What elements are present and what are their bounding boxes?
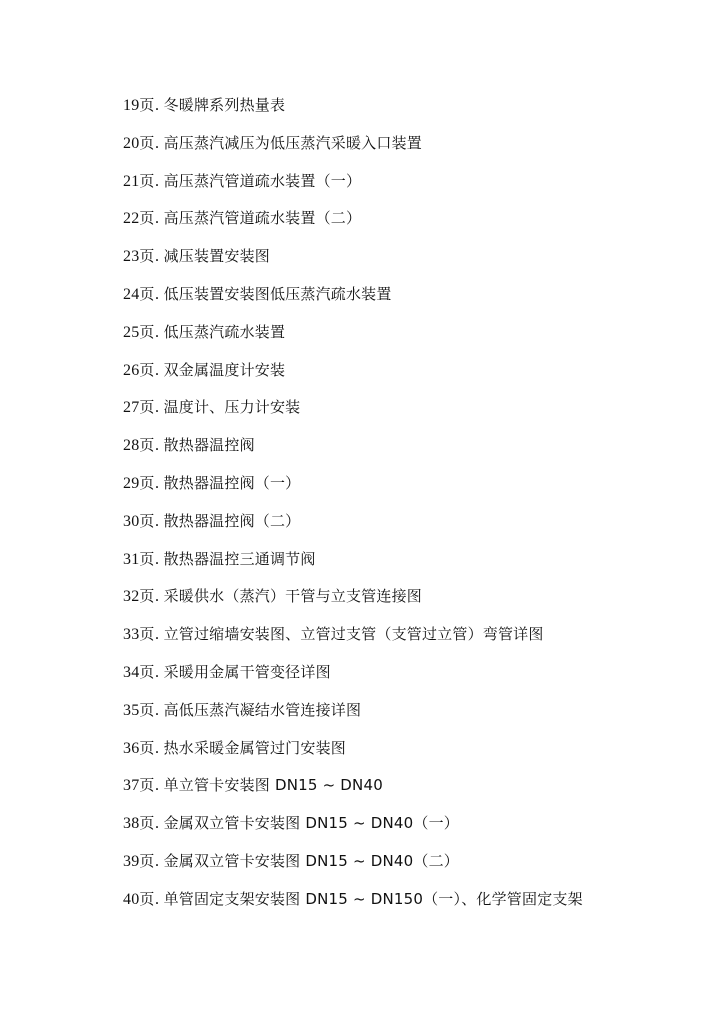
page-label: 页. (139, 284, 160, 303)
list-item (123, 772, 713, 810)
list-item (123, 546, 713, 584)
page-number: 26 (123, 361, 140, 379)
drawing-title: 双金属温度计安装 (163, 360, 286, 379)
drawing-title: 单管固定支架安装图 DN15 ~ DN150（一）、化学管固定支架 (163, 889, 583, 908)
page-label: 页. (139, 171, 160, 190)
page-label: 页. (139, 549, 160, 568)
drawing-title: 单立管卡安装图 DN15 ~ DN40 (163, 776, 383, 795)
drawing-title: 低压蒸汽疏水装置 (163, 322, 286, 341)
list-item (123, 735, 713, 773)
page-number: 39 (123, 852, 140, 870)
drawing-title: 散热器温控阀（二） (163, 511, 301, 530)
page-label: 页. (139, 625, 160, 644)
list-item (123, 205, 713, 243)
page-number: 34 (123, 663, 140, 681)
list-item (123, 243, 713, 281)
list-item (123, 583, 713, 621)
page-label: 页. (139, 322, 160, 341)
page-number: 33 (123, 626, 140, 644)
page-number: 32 (123, 588, 140, 606)
page-number: 19 (123, 97, 140, 114)
drawing-title: 温度计、压力计安装 (163, 398, 301, 417)
page-number: 20 (123, 134, 140, 152)
list-item (123, 697, 713, 735)
list-item (123, 357, 713, 395)
list-item (123, 281, 713, 319)
page-label: 页. (139, 662, 160, 681)
page-label: 页. (139, 587, 160, 606)
list-item (123, 168, 713, 206)
page-label: 页. (139, 209, 160, 228)
page-number: 35 (123, 701, 140, 719)
list-item (123, 394, 713, 432)
page-label: 页. (139, 738, 160, 757)
drawing-title: 采暖用金属干管变径详图 (163, 662, 331, 681)
page-number: 23 (123, 248, 140, 266)
page-label: 页. (139, 96, 160, 114)
list-item (123, 621, 713, 659)
list-item (123, 659, 713, 697)
drawing-title: 散热器温控三通调节阀 (163, 549, 316, 568)
page-number: 37 (123, 777, 140, 795)
page-number: 38 (123, 815, 140, 833)
page-label: 页. (139, 133, 160, 152)
page-label: 页. (139, 889, 160, 908)
page-number: 29 (123, 474, 140, 492)
drawing-title: 冬暖牌系列热量表 (163, 96, 286, 114)
page-label: 页. (139, 398, 160, 417)
drawing-title: 高压蒸汽减压为低压蒸汽采暖入口装置 (163, 133, 422, 152)
list-item (123, 848, 713, 886)
page-number: 40 (123, 890, 140, 908)
page-number: 31 (123, 550, 140, 568)
drawing-title: 立管过缩墙安装图、立管过支管（支管过立管）弯管详图 (163, 625, 544, 644)
page-number: 30 (123, 512, 140, 530)
list-item (123, 130, 713, 168)
drawing-title: 散热器温控阀（一） (163, 473, 301, 492)
page-label: 页. (139, 511, 160, 530)
page-number: 36 (123, 739, 140, 757)
page-number: 28 (123, 437, 140, 455)
page-label: 页. (139, 360, 160, 379)
drawing-title: 高压蒸汽管道疏水装置（二） (163, 209, 362, 228)
list-item (123, 319, 713, 357)
drawing-title: 高压蒸汽管道疏水装置（一） (163, 171, 362, 190)
document-page (123, 92, 713, 924)
list-item (123, 508, 713, 546)
drawing-title: 采暖供水（蒸汽）干管与立支管连接图 (163, 587, 422, 606)
page-label: 页. (139, 436, 160, 455)
page-label: 页. (139, 247, 160, 266)
drawing-title: 金属双立管卡安装图 DN15 ~ DN40（一） (163, 814, 459, 833)
page-number: 21 (123, 172, 140, 190)
page-number: 22 (123, 210, 140, 228)
page-label: 页. (139, 814, 160, 833)
drawing-title: 金属双立管卡安装图 DN15 ~ DN40（二） (163, 851, 459, 870)
list-item (123, 470, 713, 508)
page-label: 页. (139, 700, 160, 719)
page-number: 25 (123, 323, 140, 341)
list-item (123, 810, 713, 848)
page-list (123, 92, 713, 924)
list-item (123, 432, 713, 470)
page-number: 24 (123, 285, 140, 303)
page-label: 页. (139, 851, 160, 870)
list-item (123, 886, 713, 924)
drawing-title: 高低压蒸汽凝结水管连接详图 (163, 700, 362, 719)
drawing-title: 减压装置安装图 (163, 247, 270, 266)
page-label: 页. (139, 473, 160, 492)
page-label: 页. (139, 776, 160, 795)
drawing-title: 散热器温控阀 (163, 436, 255, 455)
page-number: 27 (123, 399, 140, 417)
drawing-title: 低压装置安装图低压蒸汽疏水装置 (163, 284, 392, 303)
drawing-title: 热水采暖金属管过门安装图 (163, 738, 346, 757)
list-item (123, 92, 713, 130)
